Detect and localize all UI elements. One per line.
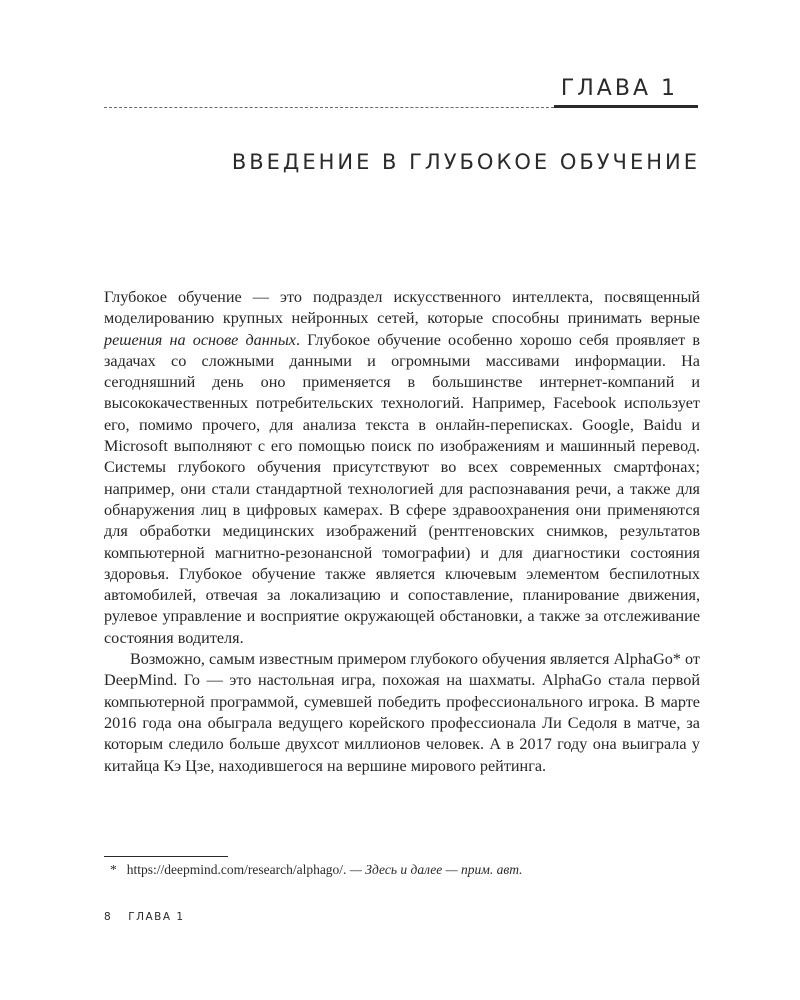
paragraph-1-part-a: Глубокое обучение — это подраздел искусственного интеллекта, посвященный моделированию крупных нейронных сетей, которые способны принимать верные bbox=[104, 288, 700, 328]
footnote-marker: * bbox=[110, 862, 117, 877]
body-text bbox=[104, 287, 700, 777]
footnote-url[interactable]: https://deepmind.com/research/alphago/. bbox=[126, 862, 347, 877]
running-head: ГЛАВА 1 bbox=[128, 911, 185, 923]
footnote bbox=[110, 862, 523, 878]
paragraph-2: Возможно, самым известным примером глубокого обучения является AlphaGo* от DeepMind. Го — это настольная игра, похожая на шахматы. AlphaGo стала первой компьютерной программой, сумевшей победить профессионального игрока. В марте 2016 года она обыграла ведущего корейского профессионала Ли Седоля в матче, за которым следило больше двухсот миллионов человек. А в 2017 году она выиграла у китайца Кэ Цзе, находившегося на вершине мирового рейтинга. bbox=[104, 650, 700, 775]
header-dashed-rule bbox=[104, 107, 554, 108]
paragraph-1-emphasis: решения на основе данных bbox=[104, 330, 296, 349]
paragraph-1 bbox=[104, 287, 700, 649]
paragraph-1-part-b: . Глубокое обучение особенно хорошо себя проявляет в задачах со сложными данными и огромными массивами информации. На сегодняшний день оно применяется в большинстве интернет-компаний и высококачественных потребительских технологий. Например, Facebook использует его, помимо прочего, для анализа текста в онлайн-переписках. Google, Baidu и Microsoft выполняют с его помощью поиск по изображениям и машинный перевод. Системы глубокого обучения присутствуют во всех современных смартфонах; например, они стали стандартной технологией для распознавания речи, а также для обнаружения лиц в цифровых камерах. В сфере здравоохранения они применяются для обработки медицинских изображений (рентгеновских снимков, результатов компьютерной магнитно-резонансной томографии) и для диагностики состояния здоровья. Глубокое обучение также является ключевым элементом беспилотных автомобилей, отвечая за локализацию и сопоставление, планирование движения, рулевое управление и восприятие окружающей обстановки, а также за отслеживание состояния водителя. bbox=[104, 330, 701, 647]
chapter-label: ГЛАВА 1 bbox=[560, 76, 678, 101]
footnote-rule bbox=[104, 856, 228, 857]
footnote-note: — Здесь и далее — прим. авт. bbox=[346, 862, 523, 877]
page-number: 8 bbox=[104, 911, 113, 923]
header-solid-rule bbox=[554, 105, 698, 108]
page-footer bbox=[104, 911, 185, 923]
chapter-title: ВВЕДЕНИЕ В ГЛУБОКОЕ ОБУЧЕНИЕ bbox=[231, 150, 700, 174]
